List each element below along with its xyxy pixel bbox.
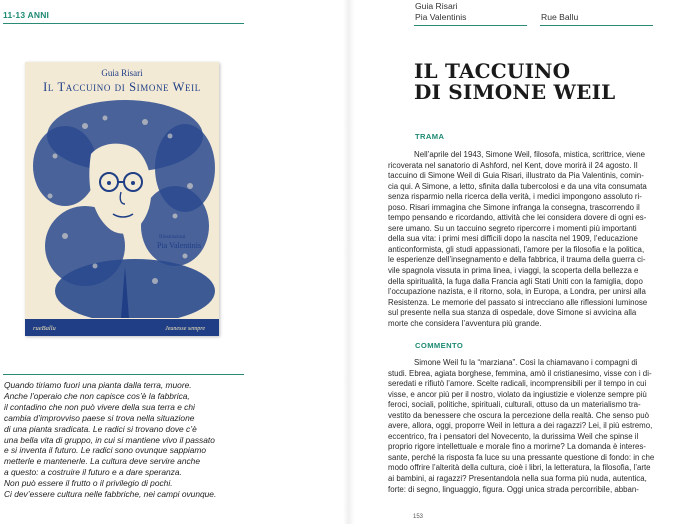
- trama-line: le esperienze dell’insegnamento e della fabbrica, il trauma della guerra ci-: [388, 255, 646, 265]
- cover-illustration: [25, 96, 219, 318]
- trama-line: poso. Risari immagina che Simone infranga la consegna, trascorrendo il: [388, 202, 640, 212]
- quote-line: e si inventa il futuro. Le radici sono ovunque sappiamo: [4, 445, 207, 456]
- book-title-line: DI SIMONE WEIL: [414, 80, 616, 104]
- trama-line: cia qui. A Simone, a letto, sfinita dalla tubercolosi e da una vita consumata: [388, 181, 647, 191]
- trama-text: [388, 150, 684, 329]
- commento-line: ai bambini, ai ragazzi? Presentandola nella sua forma più nuda, autentica,: [388, 474, 647, 484]
- credit-rule-left: [414, 25, 527, 26]
- trama-line: Resistenza. Le memorie del passato si intrecciano alle riflessioni luminose: [388, 297, 648, 307]
- cover-illustrator: Pia Valentinis: [157, 241, 202, 250]
- credit-illustrator: Pia Valentinis: [415, 12, 467, 22]
- trama-line: senza risparmio nella ricerca della verità, i medici impongono assoluto ri-: [388, 192, 642, 202]
- quote-line: metterle e mantenerle. La cultura deve servire anche: [4, 456, 200, 467]
- commento-line: visse, e ancor più per il nostro, violato da ingiustizie e violenze sempre più: [388, 389, 647, 399]
- quote-rule: [3, 374, 244, 375]
- cover-series: Jeunesse sempre: [165, 326, 205, 332]
- trama-line: della spiritualità, la fuga dalla Francia agli Stati Uniti con la famiglia, dopo: [388, 276, 643, 286]
- credit-rule-right: [540, 25, 653, 26]
- trama-line: tempo pensando e ricordando, attività che lei considera dovere di ogni es-: [388, 213, 647, 223]
- commento-line: Simone Weil fu la “marziana”. Così la chiamavano i compagni di: [414, 358, 638, 367]
- commento-line: forte: di segno, linguaggio, figura. Oggi unica strada percorribile, abban-: [388, 484, 639, 494]
- credit-publisher: Rue Ballu: [541, 12, 579, 22]
- quote-line: una bella vita di gruppo, in cui si mantiene vivo il passato: [4, 434, 215, 445]
- cover-publisher: rueBallu: [33, 325, 56, 332]
- commento-line: sante, perché la risposta fa luce su una pressante questione di fondo: in che: [388, 452, 655, 462]
- trama-line: vile spagnola vissuta in prima linea, i viaggi, la scoperta della bellezza e: [388, 266, 639, 276]
- trama-line: ricoverata nel sanatorio di Ashford, nel Kent, dove morirà il 24 agosto. Il: [388, 160, 638, 170]
- trama-line: della sua vita: i primi mesi difficili dopo la nascita nel 1909, l’educazione: [388, 234, 638, 244]
- trama-line: Nell’aprile del 1943, Simone Weil, filosofa, mistica, scrittrice, viene: [414, 150, 645, 159]
- commento-text: [388, 358, 684, 495]
- quote-line: a questo: a costruire il futuro e a dare speranza.: [4, 467, 182, 478]
- quote-block: [4, 380, 252, 500]
- commento-line: seredati e rifiutò l’amore. Scelte radicali, incomprensibili per il tempo in cui: [388, 379, 647, 389]
- trama-line: sere umano. Su un taccuino segreto ripercorre i momenti più importanti: [388, 223, 637, 233]
- quote-line: di una pianta sradicata. Le radici si trovano dove c’è: [4, 423, 197, 434]
- trama-line: morte che considera l’avventura più grande.: [388, 318, 542, 328]
- commento-line: modo offrire l’alterità della cultura, cioè i libri, la letteratura, la filosofia, l’arte: [388, 463, 651, 473]
- commento-line: studi. Ebrea, agiata borghese, femmina, amò il cristianesimo, visse con i di-: [388, 368, 652, 378]
- quote-line: Ci dev’essere cultura nelle fabbriche, nei campi ovunque.: [4, 489, 217, 500]
- page-gutter: [343, 0, 355, 524]
- age-range-label: 11-13 ANNI: [3, 10, 50, 20]
- left-header-rule: [3, 23, 244, 24]
- trama-line: anticonformista, gli studi appassionati, l’amore per la filosofia e la politica,: [388, 244, 645, 254]
- commento-line: avere, allora, oggi, proporre Weil in lettura a dei ragazzi? Lei, il più estremo,: [388, 421, 653, 431]
- commento-line: eccentrico, fra i pensatori del Novecento, la durissima Weil che spinse il: [388, 431, 639, 441]
- cover-illustrations-label: Illustrazioni: [159, 234, 186, 240]
- cover-title: Il Taccuino di Simone Weil: [43, 80, 201, 94]
- credit-author: Guia Risari: [415, 1, 458, 11]
- commento-line: feroci, sociali, politiche, spirituali, culturali, ottuso da un materialismo tra-: [388, 400, 641, 410]
- quote-line: Non può essere il frutto o il privilegio di pochi.: [4, 478, 173, 489]
- quote-line: cambia d’improvviso paese si trova nella situazione: [4, 412, 195, 423]
- book-cover: [25, 62, 219, 336]
- book-title-line: IL TACCUINO: [414, 59, 571, 83]
- commento-line: vestito da benessere che oscura la percezione della realtà. Che senso può: [388, 410, 649, 420]
- trama-line: sul presente nella sua stanza di ospedale, dove Simone si avvicina alla: [388, 308, 637, 318]
- quote-line: Quando tiriamo fuori una pianta dalla terra, muore.: [4, 380, 192, 390]
- page-number: 153: [413, 514, 424, 520]
- trama-heading: TRAMA: [415, 132, 445, 141]
- commento-line: proprio rigore intellettuale e morale fino a morirne? La domanda è interes-: [388, 442, 646, 452]
- trama-line: taccuino di Simone Weil di Guia Risari, illustrato da Pia Valentinis, comin-: [388, 171, 644, 181]
- book-title: [414, 61, 615, 103]
- commento-heading: COMMENTO: [415, 341, 464, 350]
- cover-author: Guia Risari: [101, 68, 143, 78]
- quote-line: il contadino che non può vivere della sua terra e chi: [4, 401, 195, 412]
- trama-line: l’occupazione nazista, e il ritorno, sola, in Europa, a Londra, per unirsi alla: [388, 287, 646, 297]
- quote-line: Anche l’operaio che non capisce cos’è la fabbrica,: [4, 390, 190, 401]
